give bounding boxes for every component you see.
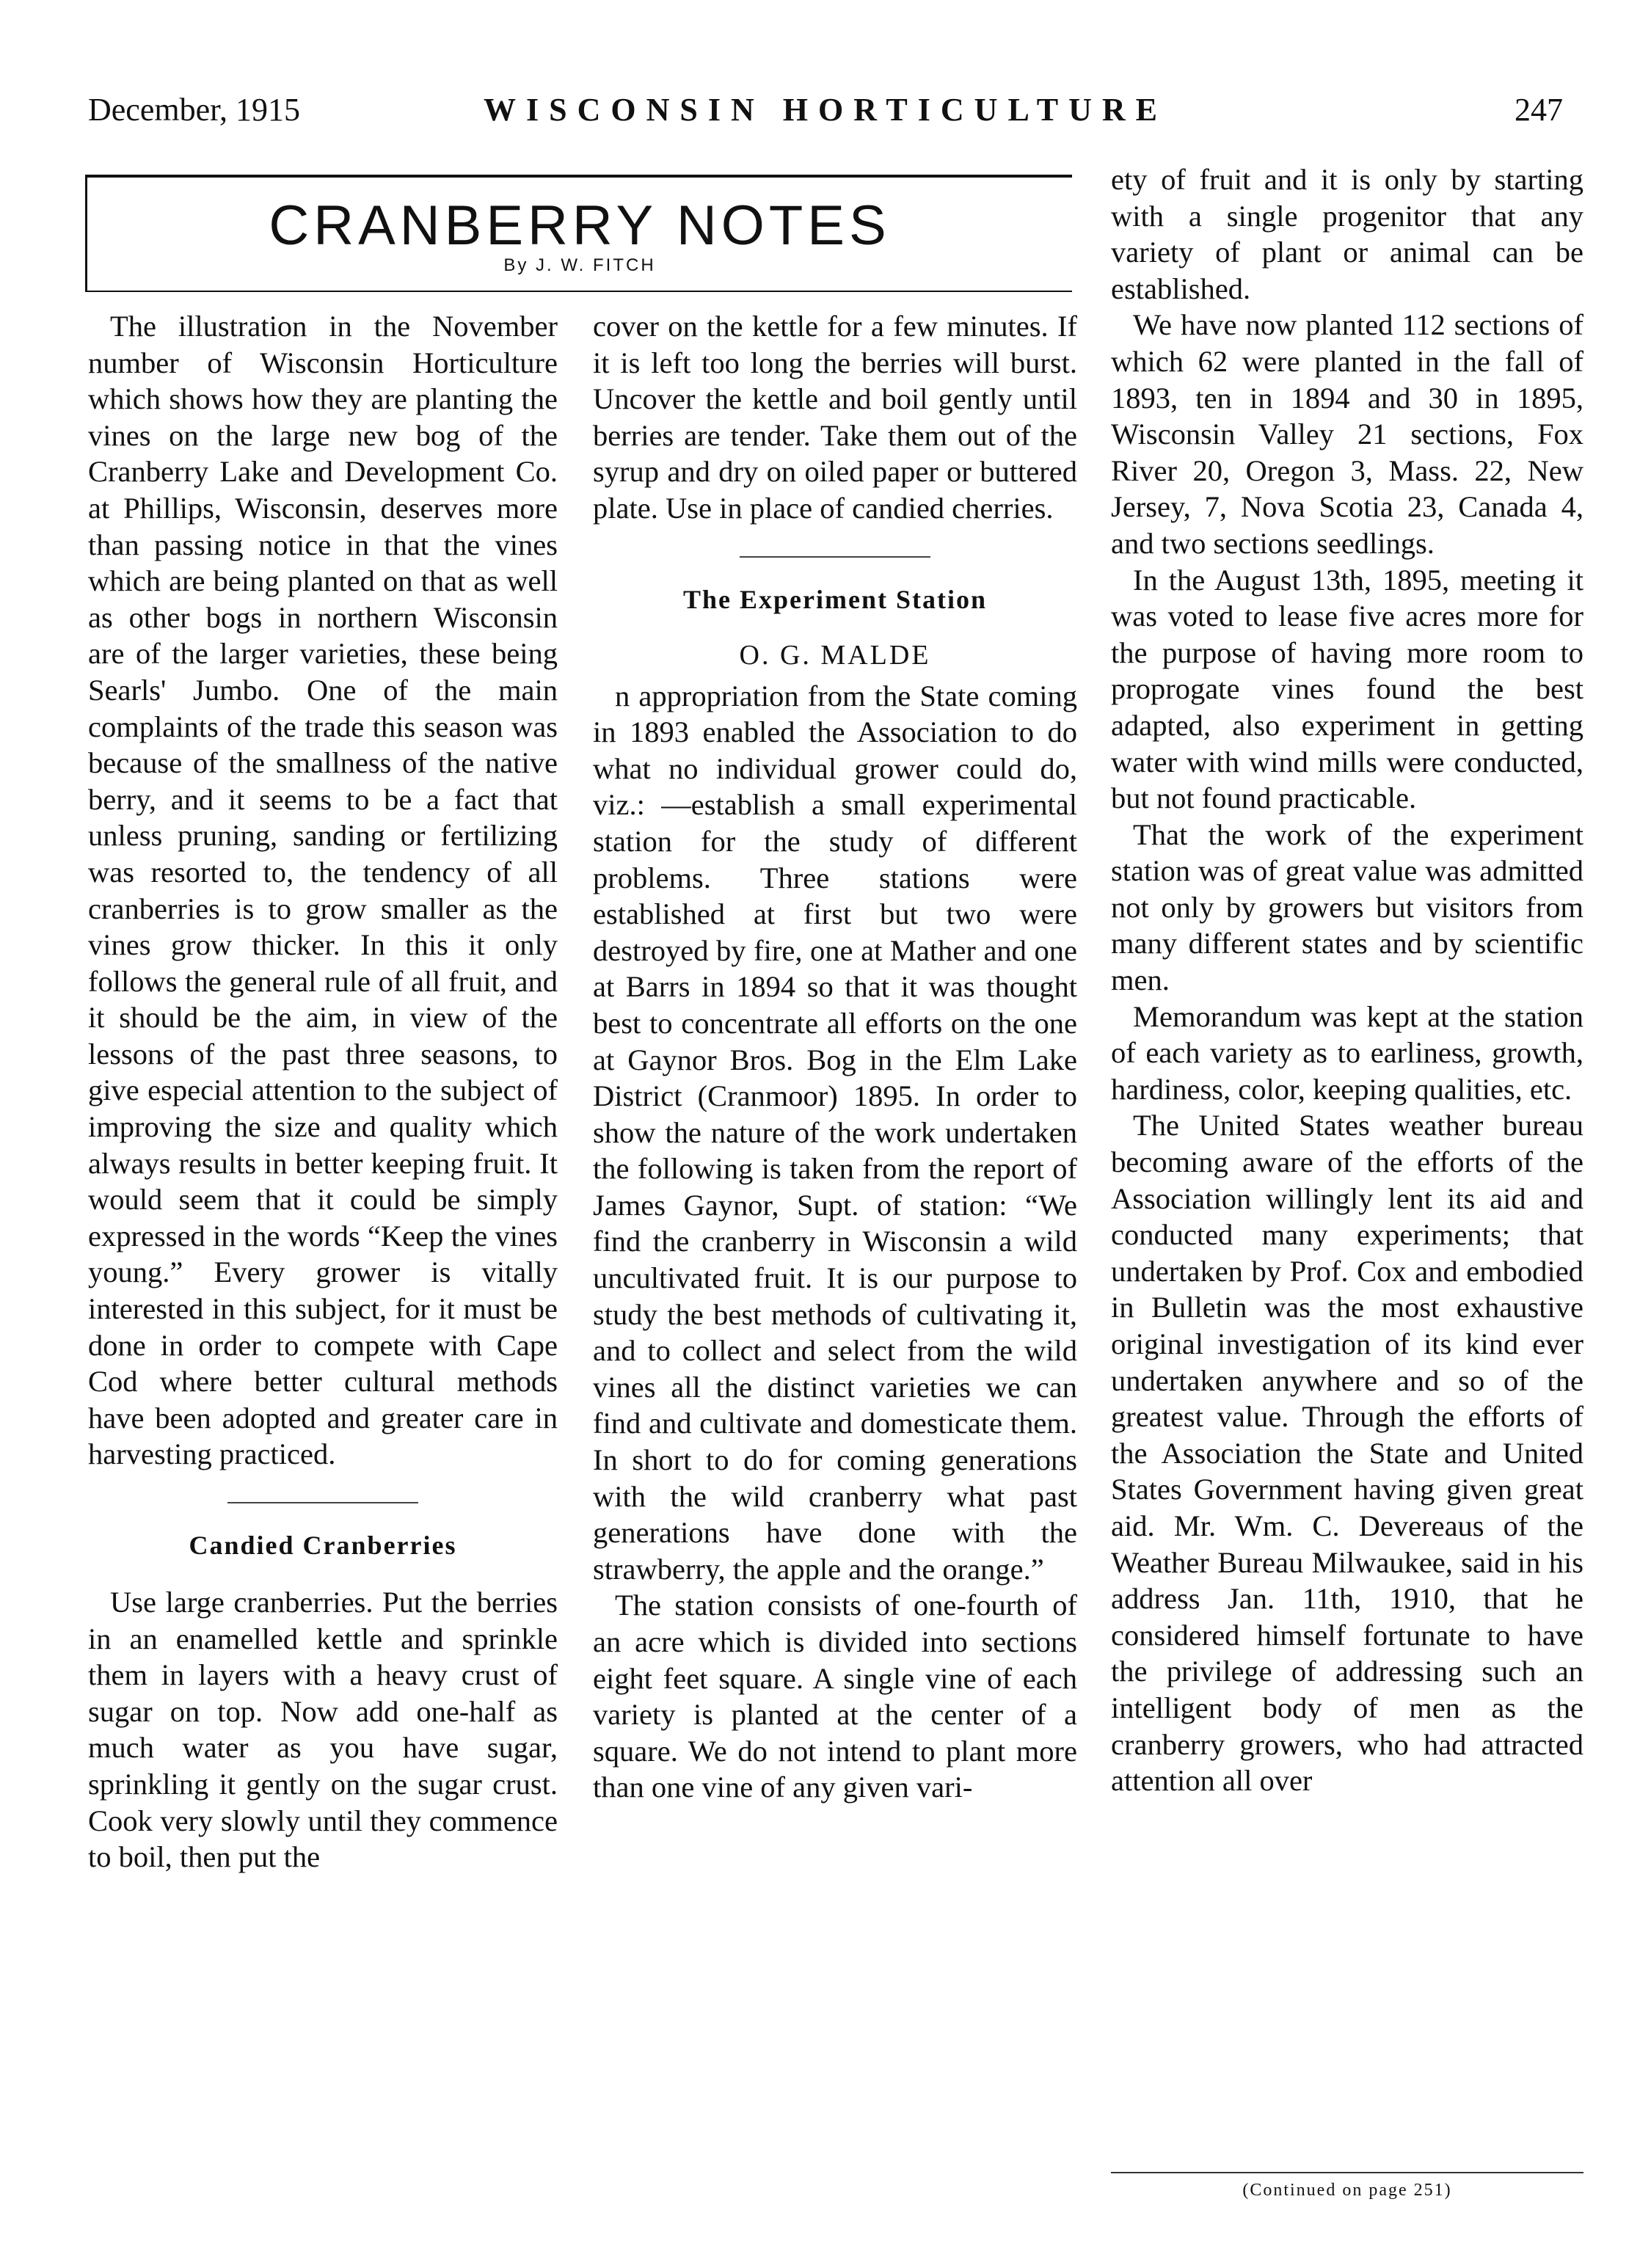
continued-rule bbox=[1111, 2172, 1583, 2173]
page-number: 247 bbox=[1515, 92, 1563, 128]
experiment-author: O. G. MALDE bbox=[739, 639, 931, 671]
section-divider bbox=[227, 1502, 418, 1503]
experiment-para-6: Memorandum was kept at the station of each variety as to earliness, growth, hardiness, color, keeping qualities, etc. bbox=[1111, 999, 1583, 1106]
experiment-para-3: We have now planted 112 sections of which 62 were planted in the fall of 1893, ten in 1894 and 30 in 1895, Wisconsin Valley 21 sections, Fox River 20, Oregon 3, Mass. 22, New Jersey, 7, Nova Scotia 23, Canada 4, and two sections seedlings. bbox=[1111, 308, 1583, 560]
experiment-para-4: In the August 13th, 1895, meeting it was voted to lease five acres more for the purpose of having more room to proprogate vines found the best adapted, also experiment in getting water with wind mills were conducted, but not found practicable. bbox=[1111, 563, 1583, 815]
article-title: CRANBERRY NOTES bbox=[269, 194, 891, 257]
section-divider bbox=[740, 556, 930, 558]
experiment-para-2-cont: ety of fruit and it is only by starting with a single progenitor that any variety of plant or animal can be established. bbox=[1111, 163, 1583, 305]
experiment-para-1: n appropriation from the State coming in 1893 enabled the Association to do what no individual grower could do, viz.: —establish a small experimental station for the study of different problems. Three stations were established at first but two were destroyed by fire, one at Mather and one at Barrs in 1894 so that it was thought best to concentrate all efforts on the one at Gaynor Bros. Bog in the Elm Lake District (Cranmoor) 1895. In order to show the nature of the work undertaken the following is taken from the report of James Gaynor, Supt. of station: “We find the cranberry in Wisconsin a wild uncultivated fruit. It is our purpose to study the best methods of cultivating it, and to collect and select from the wild vines all the distinct varieties we can find and cultivate and domesticate them. In short to do for coming generations with the wild cranberry what past generations have done with the strawberry, the apple and the orange.” bbox=[593, 679, 1077, 1586]
experiment-heading: The Experiment Station bbox=[682, 584, 987, 614]
article-byline: By J. W. FITCH bbox=[503, 255, 656, 275]
journal-title: WISCONSIN HORTICULTURE bbox=[484, 92, 1167, 128]
experiment-para-7: The United States weather bureau becoming aware of the efforts of the Association willingly lent its aid and conducted many experiments; that undertaken by Prof. Cox and embodied in Bulletin was the most exhaustive original investigation of its kind ever undertaken anywhere and so of the greatest value. Through the efforts of the Association the State and United States Government having given great aid. Mr. Wm. C. Devereaus of the Weather Bureau Milwaukee, said in his address Jan. 11th, 1910, that he considered himself fortunate to have the privilege of addressing such an intelligent body of men as the cranberry growers, who had attracted attention all over bbox=[1111, 1109, 1583, 1798]
continued-note: (Continued on page 251) bbox=[1242, 2181, 1452, 2200]
experiment-para-5: That the work of the experiment station was of great value was admitted not only by growers but visitors from many different states and by scientific men. bbox=[1111, 817, 1583, 997]
article-body: The illustration in the November number of Wisconsin Horticulture which shows how they are planting the vines on the large new bog of the Cranberry Lake and Development Co. at Phillips, Wisconsin, deserves more than passing notice in that the vines which are being planted on that as well as other bogs in northern Wisconsin are of the larger varieties, these being Searls' Jumbo. One of the main complaints of the trade this season was because of the smallness of the native berry, and it seems to be a fact that unless pruning, sanding or fertilizing was resorted to, the tendency of all cranberries is to grow smaller as the vines grow thicker. In this it only follows the general rule of all fruit, and it should be the aim, in view of the lessons of the past three seasons, to give especial attention to the subject of improving the size and quality which always results in better keeping fruit. It would seem that it could be simply expressed in the words “Keep the vines young.” Every grower is vitally interested in this subject, for it must be done in order to compete with Cape Cod where better cultural methods have been adopted and greater care in harvesting practiced. bbox=[88, 310, 558, 1471]
candied-body-part1: Use large cranberries. Put the berries in an enamelled kettle and sprinkle them in layers with a heavy crust of sugar on top. Now add one-half as much water as you have sugar, sprinkling it gently on the sugar crust. Cook very slowly until they commence to boil, then put the bbox=[88, 1586, 558, 1874]
column-2 bbox=[593, 308, 1077, 1806]
running-head bbox=[88, 88, 1563, 132]
candied-body-part2: cover on the kettle for a few minutes. If it is left too long the berries will burst. Uncover the kettle and boil gently until berries are tender. Take them out of the syrup and dry on oiled paper or buttered plate. Use in place of candied cherries. bbox=[593, 310, 1077, 525]
column-1 bbox=[88, 308, 558, 1875]
issue-date: December, 1915 bbox=[88, 92, 301, 128]
column-3 bbox=[1111, 161, 1583, 1799]
experiment-para-2: The station consists of one-fourth of an acre which is divided into sections eight feet square. A single vine of each variety is planted at the center of a square. We do not intend to plant more than one vine of any given vari- bbox=[593, 1589, 1077, 1804]
article-title-box bbox=[85, 175, 1072, 292]
candied-heading: Candied Cranberries bbox=[189, 1531, 457, 1560]
